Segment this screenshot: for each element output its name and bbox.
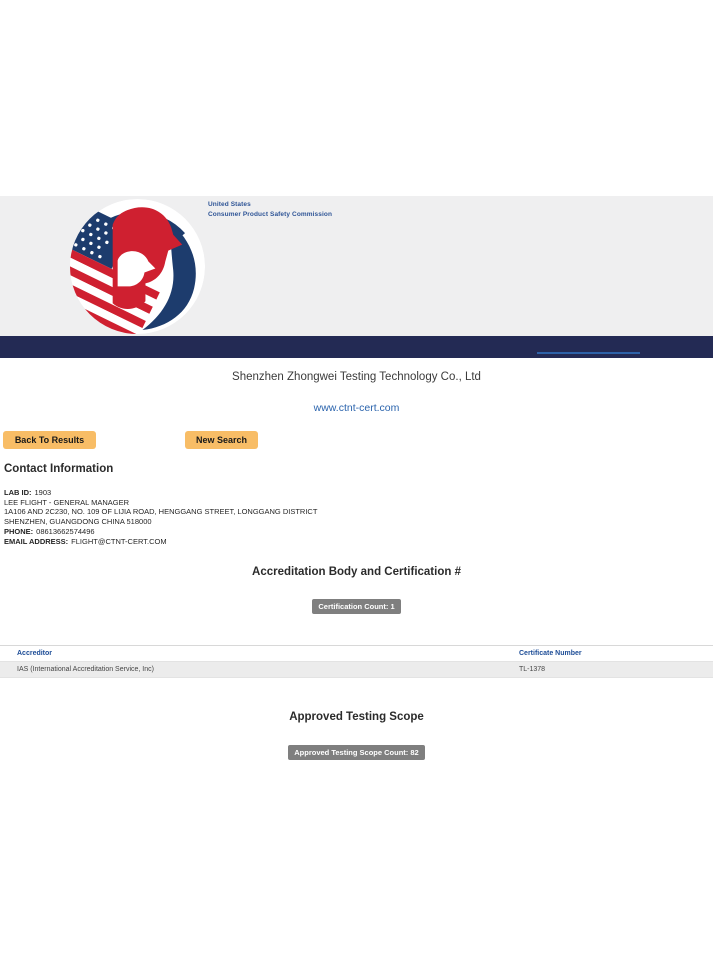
phone-value: 08613662574496 <box>36 526 95 536</box>
accreditor-cell: IAS (International Accreditation Service, Inc) <box>0 662 502 678</box>
back-to-results-button[interactable]: Back To Results <box>3 431 96 449</box>
approved-testing-scope-heading: Approved Testing Scope <box>289 711 424 723</box>
address-line-2: SHENZHEN, GUANGDONG CHINA 518000 <box>4 517 152 527</box>
accreditation-table-header-row <box>0 646 713 662</box>
agency-title: Consumer Product Safety Commission <box>208 210 333 218</box>
lab-website-link[interactable]: www.ctnt-cert.com <box>313 402 400 414</box>
accreditation-table <box>0 645 713 678</box>
nav-bar <box>0 336 713 358</box>
email-value: FLIGHT@CTNT-CERT.COM <box>71 536 167 546</box>
lab-id-label: LAB ID: <box>4 488 32 497</box>
certification-count-wrap <box>0 596 713 614</box>
contact-information-heading: Contact Information <box>4 463 114 475</box>
nav-active-underline <box>537 352 640 354</box>
cpsc-header-band <box>0 196 713 336</box>
testing-scope-count-badge: Approved Testing Scope Count: 82 <box>288 745 424 760</box>
phone-line <box>4 527 317 537</box>
accreditation-heading: Accreditation Body and Certification # <box>252 566 461 578</box>
agency-name-block <box>208 200 332 219</box>
email-label: EMAIL ADDRESS: <box>4 536 69 546</box>
testing-scope-count-wrap <box>0 742 713 760</box>
lab-id-line <box>4 488 317 498</box>
lab-id-value: 1903 <box>34 488 52 497</box>
email-line <box>4 537 317 547</box>
cpsc-eagle-logo-icon <box>68 197 207 336</box>
lab-name-title: Shenzhen Zhongwei Testing Technology Co., Ltd <box>232 371 481 383</box>
certificate-number-cell: TL-1378 <box>502 662 713 678</box>
contact-info-block <box>4 488 317 546</box>
certification-count-badge: Certification Count: 1 <box>312 599 400 614</box>
new-search-button[interactable]: New Search <box>185 431 258 449</box>
accreditor-column-header: Accreditor <box>0 646 502 662</box>
certificate-number-column-header: Certificate Number <box>502 646 713 662</box>
table-row <box>0 662 713 678</box>
contact-person-line: LEE FLIGHT - GENERAL MANAGER <box>4 497 130 507</box>
phone-label: PHONE: <box>4 526 34 536</box>
address-line-1: 1A106 AND 2C230, NO. 109 OF LIJIA ROAD, HENGGANG STREET, LONGGANG DISTRICT <box>4 507 318 517</box>
agency-country: United States <box>208 201 251 208</box>
